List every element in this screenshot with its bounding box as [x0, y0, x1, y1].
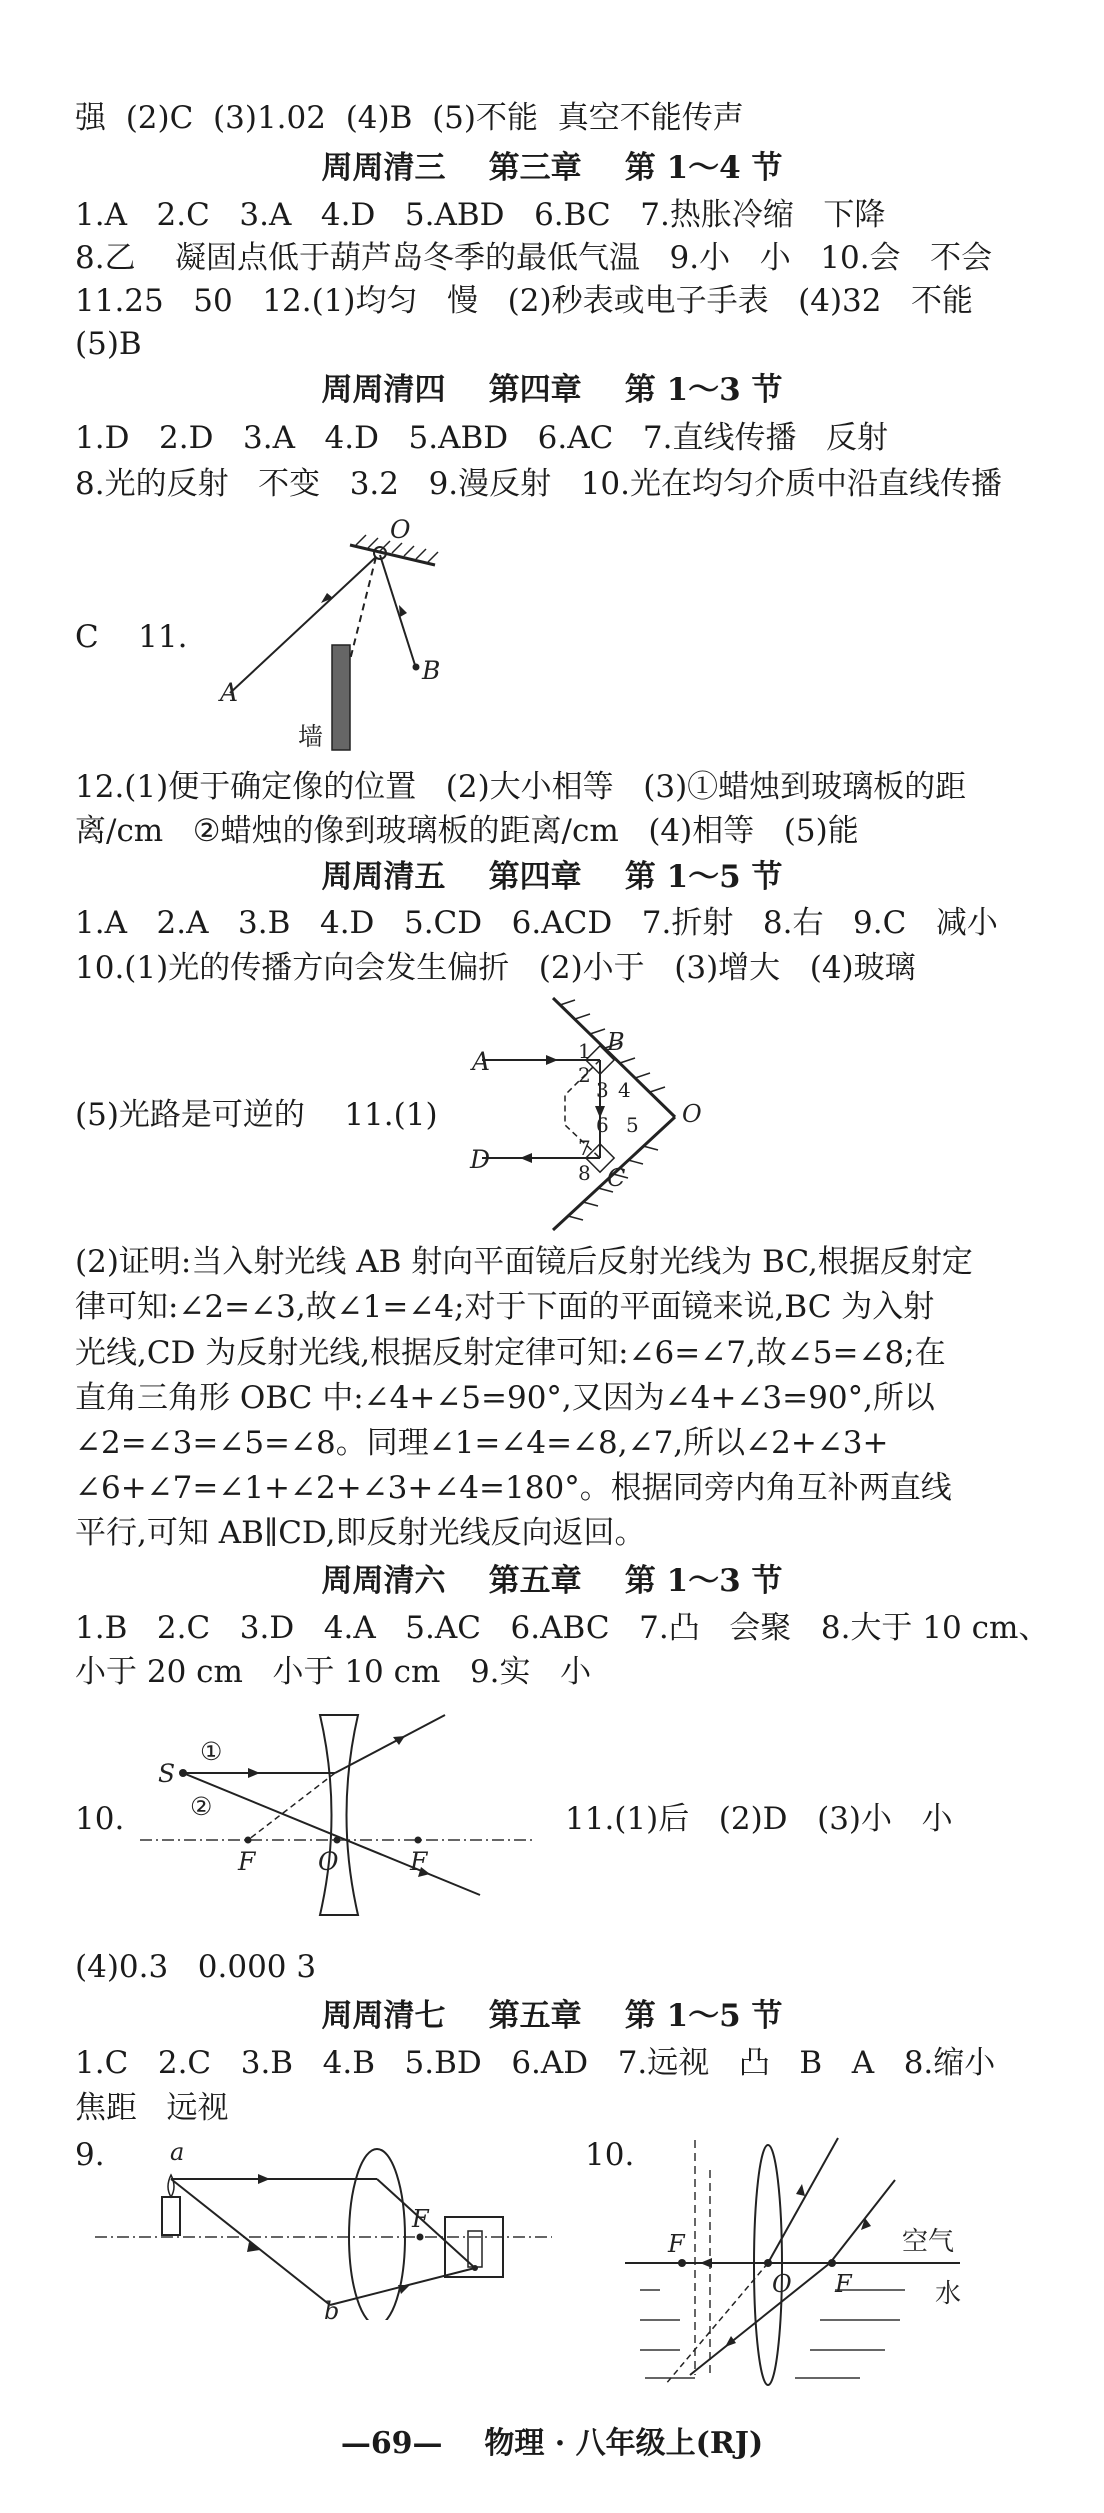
label-F: F: [412, 2205, 429, 2233]
answer-line: 小于 20 cm 小于 10 cm 9.实 小: [75, 1654, 592, 1690]
angle-1: 1: [578, 1039, 591, 1063]
label-F: F: [410, 1847, 428, 1876]
label-O: O: [318, 1847, 339, 1876]
answer-line: ∠2=∠3=∠5=∠8。同理∠1=∠4=∠8,∠7,所以∠2+∠3+: [75, 1425, 889, 1461]
answer-line: 1.C 2.C 3.B 4.B 5.BD 6.AD 7.远视 凸 B A 8.缩小: [75, 2045, 996, 2081]
label-D: D: [470, 1145, 491, 1174]
label-B: B: [422, 656, 441, 685]
answer-line: 10.(1)光的传播方向会发生偏折 (2)小于 (3)增大 (4)玻璃: [75, 950, 916, 986]
label-water: 水: [935, 2279, 962, 2309]
label-a: a: [170, 2138, 185, 2166]
answer-line: 11.25 50 12.(1)均匀 慢 (2)秒表或电子手表 (4)32 不能: [75, 283, 974, 319]
answer-line: C 11.: [75, 619, 188, 655]
answer-line: (4)0.3 0.000 3: [75, 1949, 317, 1985]
angle-8: 8: [578, 1161, 591, 1185]
answer-line: 直角三角形 OBC 中:∠4+∠5=90°,又因为∠4+∠3=90°,所以: [75, 1380, 935, 1416]
answer-line: 焦距 远视: [75, 2090, 229, 2126]
label-b: b: [324, 2297, 340, 2320]
answer-line: 1.A 2.A 3.B 4.D 5.CD 6.ACD 7.折射 8.右 9.C 减小: [75, 905, 998, 941]
section-heading: 周周清七 第五章 第 1～5 节: [321, 1998, 783, 2034]
label-F: F: [835, 2270, 852, 2298]
label-F: F: [668, 2230, 685, 2258]
angle-3: 3: [596, 1078, 609, 1102]
angle-7: 7: [578, 1136, 591, 1160]
label-A: A: [220, 678, 239, 707]
answer-line: 1.D 2.D 3.A 4.D 5.ABD 6.AC 7.直线传播 反射: [75, 420, 889, 456]
reflection-diagram: [200, 505, 450, 760]
answer-line: 10.: [75, 1801, 125, 1837]
double-mirror-diagram: [450, 990, 720, 1235]
page-footer: —69— 物理 · 八年级上(RJ): [340, 2426, 764, 2461]
angle-4: 4: [618, 1078, 631, 1102]
ray-1-mark: ①: [200, 1737, 223, 1766]
ray-2-mark: ②: [190, 1792, 213, 1821]
label-O: O: [772, 2270, 792, 2298]
answer-line: 1.A 2.C 3.A 4.D 5.ABD 6.BC 7.热胀冷缩 下降: [75, 197, 886, 233]
label-A: A: [472, 1047, 491, 1076]
concave-lens-diagram: [140, 1710, 540, 1920]
answer-line: 8.乙 凝固点低于葫芦岛冬季的最低气温 9.小 小 10.会 不会: [75, 240, 993, 276]
answer-line: 12.(1)便于确定像的位置 (2)大小相等 (3)①蜡烛到玻璃板的距: [75, 769, 967, 805]
label-C: C: [607, 1164, 626, 1192]
angle-6: 6: [596, 1113, 609, 1137]
section-heading: 周周清五 第四章 第 1～5 节: [321, 859, 783, 895]
convex-lens-camera-diagram: [90, 2135, 560, 2320]
answer-line: 10.: [585, 2137, 635, 2173]
section-heading: 周周清四 第四章 第 1～3 节: [321, 372, 783, 408]
label-air: 空气: [902, 2227, 955, 2257]
label-wall: 墙: [298, 722, 324, 751]
label-B: B: [607, 1028, 625, 1056]
answer-line: 1.B 2.C 3.D 4.A 5.AC 6.ABC 7.凸 会聚 8.大于 10 cm、: [75, 1610, 1050, 1646]
answer-line: (2)证明:当入射光线 AB 射向平面镜后反射光线为 BC,根据反射定: [75, 1244, 973, 1280]
answer-line: 9.: [75, 2137, 105, 2173]
answer-line: 11.(1)后 (2)D (3)小 小: [565, 1801, 953, 1837]
answer-line: 光线,CD 为反射光线,根据反射定律可知:∠6=∠7,故∠5=∠8;在: [75, 1335, 946, 1371]
section-heading: 周周清六 第五章 第 1～3 节: [321, 1563, 783, 1599]
label-O: O: [390, 515, 411, 544]
answer-line: (5)B: [75, 326, 142, 362]
lens-refraction-diagram: [620, 2130, 980, 2390]
section-heading: 周周清三 第三章 第 1～4 节: [321, 150, 783, 186]
answer-line: ∠6+∠7=∠1+∠2+∠3+∠4=180°。根据同旁内角互补两直线: [75, 1470, 952, 1506]
answer-line: 平行,可知 AB∥CD,即反射光线反向返回。: [75, 1515, 646, 1551]
answer-line: 离/cm ②蜡烛的像到玻璃板的距离/cm (4)相等 (5)能: [75, 813, 859, 849]
answer-line: (5)光路是可逆的 11.(1): [75, 1097, 438, 1133]
label-O: O: [682, 1100, 702, 1128]
answer-line: 律可知:∠2=∠3,故∠1=∠4;对于下面的平面镜来说,BC 为入射: [75, 1289, 935, 1325]
answer-line: 8.光的反射 不变 3.2 9.漫反射 10.光在均匀介质中沿直线传播: [75, 466, 1003, 502]
angle-5: 5: [626, 1113, 639, 1137]
answer-line: 强 (2)C (3)1.02 (4)B (5)不能 真空不能传声: [75, 100, 744, 136]
label-S: S: [158, 1759, 176, 1788]
angle-2: 2: [578, 1063, 591, 1087]
label-F: F: [238, 1847, 256, 1876]
